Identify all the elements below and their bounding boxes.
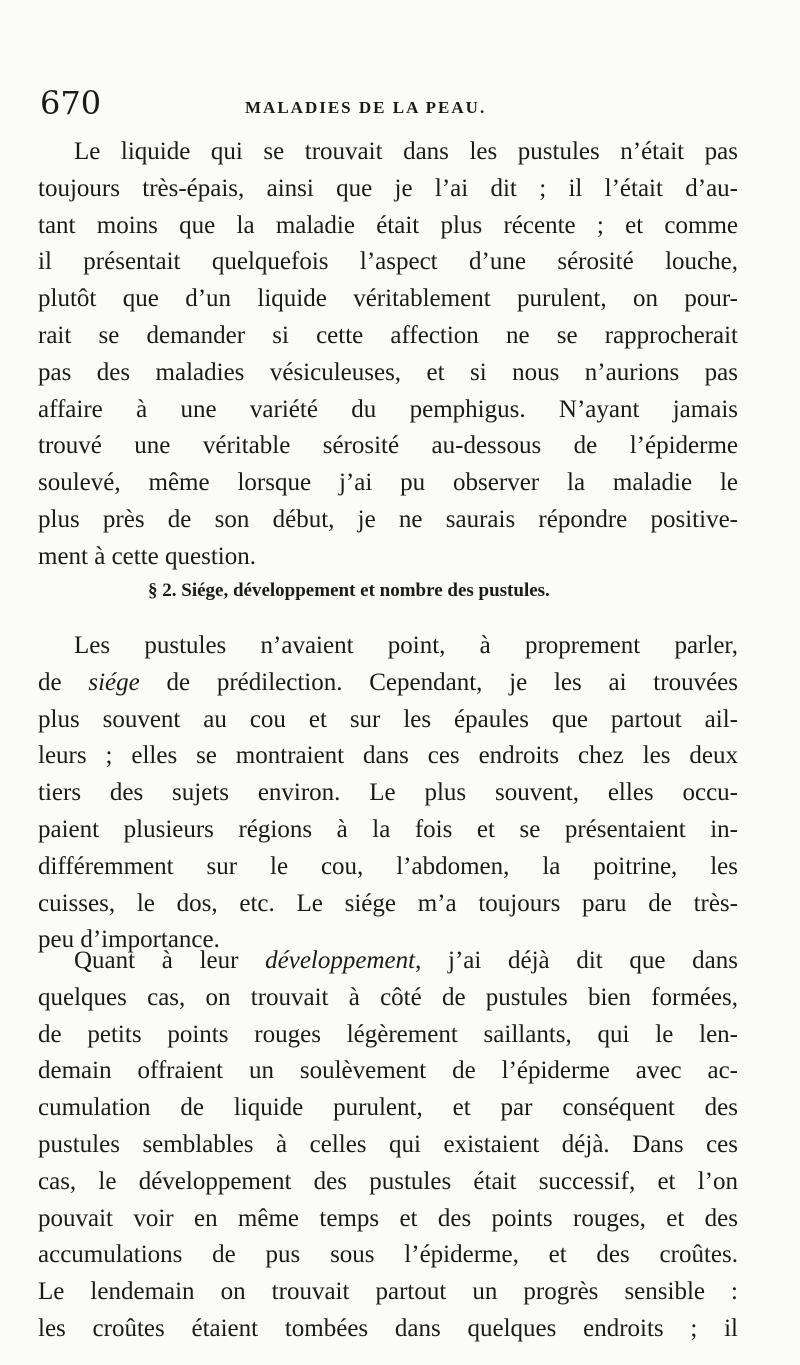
text-segment: de: [38, 668, 89, 696]
text-segment: , j’ai déjà dit que dans: [415, 947, 739, 974]
text-line-with-italic: [38, 665, 738, 702]
text-line: Le liquide qui se trouvait dans les pustules n’était pas: [74, 138, 738, 165]
text-line: de petits points rouges légèrement saillants, qui le len-: [38, 1020, 738, 1048]
text-line: il présentait quelquefois l’aspect d’une sérosité louche,: [38, 248, 738, 276]
text-line: tant moins que la maladie était plus récente ; et comme: [38, 211, 738, 239]
running-head: MALADIES DE LA PEAU.: [245, 98, 487, 117]
text-line: cumulation de liquide purulent, et par conséquent des: [38, 1094, 738, 1122]
text-line: toujours très-épais, ainsi que je l’ai dit ; il l’était d’au-: [38, 174, 738, 202]
text-line: accumulations de pus sous l’épiderme, et des croûtes.: [38, 1241, 738, 1269]
text-line: Les pustules n’avaient point, à proprement parler,: [74, 632, 738, 659]
paragraph-liquid: [38, 134, 738, 576]
text-line: trouvé une véritable sérosité au-dessous de l’épiderme: [38, 432, 738, 460]
text-line-with-italic: [38, 943, 738, 980]
paragraph-siege: [38, 628, 738, 959]
text-line: cas, le développement des pustules était successif, et l’on: [38, 1167, 738, 1195]
text-line: cuisses, le dos, etc. Le siége m’a toujours paru de très-: [38, 889, 738, 917]
text-line: affaire à une variété du pemphigus. N’ayant jamais: [38, 395, 738, 423]
text-line: pustules semblables à celles qui existaient déjà. Dans ces: [38, 1130, 738, 1158]
section-heading: § 2. Siége, développement et nombre des pustules.: [148, 580, 550, 601]
italic-term: siége: [88, 668, 140, 696]
paragraph-developpement: [38, 943, 738, 1348]
text-line: rait se demander si cette affection ne se rapprocherait: [38, 321, 738, 349]
text-segment: de prédilection. Cependant, je les ai trouvées: [139, 668, 738, 696]
text-line: ment à cette question.: [38, 542, 256, 570]
text-line: demain offraient un soulèvement de l’épiderme avec ac-: [38, 1057, 738, 1085]
text-line: paient plusieurs régions à la fois et se présentaient in-: [38, 815, 738, 843]
text-line: quelques cas, on trouvait à côté de pustules bien formées,: [38, 983, 738, 1011]
text-line: peu d’importance.: [38, 926, 220, 954]
text-line: différemment sur le cou, l’abdomen, la poitrine, les: [38, 852, 738, 880]
page-number: 670: [40, 84, 102, 122]
text-line: leurs ; elles se montraient dans ces endroits chez les deux: [38, 742, 738, 770]
text-segment: Quant à leur: [74, 947, 266, 974]
text-line: tiers des sujets environ. Le plus souvent, elles occu-: [38, 779, 738, 807]
text-line: plus souvent au cou et sur les épaules que partout ail-: [38, 705, 738, 733]
text-line: plutôt que d’un liquide véritablement purulent, on pour-: [38, 285, 738, 313]
text-line: pas des maladies vésiculeuses, et si nous n’aurions pas: [38, 358, 738, 386]
text-line: les croûtes étaient tombées dans quelques endroits ; il: [38, 1314, 738, 1342]
text-line: soulevé, même lorsque j’ai pu observer la maladie le: [38, 469, 738, 497]
page-header: [40, 84, 740, 124]
italic-term: développement: [265, 947, 416, 974]
text-line: pouvait voir en même temps et des points rouges, et des: [38, 1204, 738, 1232]
text-line: plus près de son début, je ne saurais répondre positive-: [38, 505, 738, 533]
text-line: Le lendemain on trouvait partout un progrès sensible :: [38, 1278, 738, 1306]
